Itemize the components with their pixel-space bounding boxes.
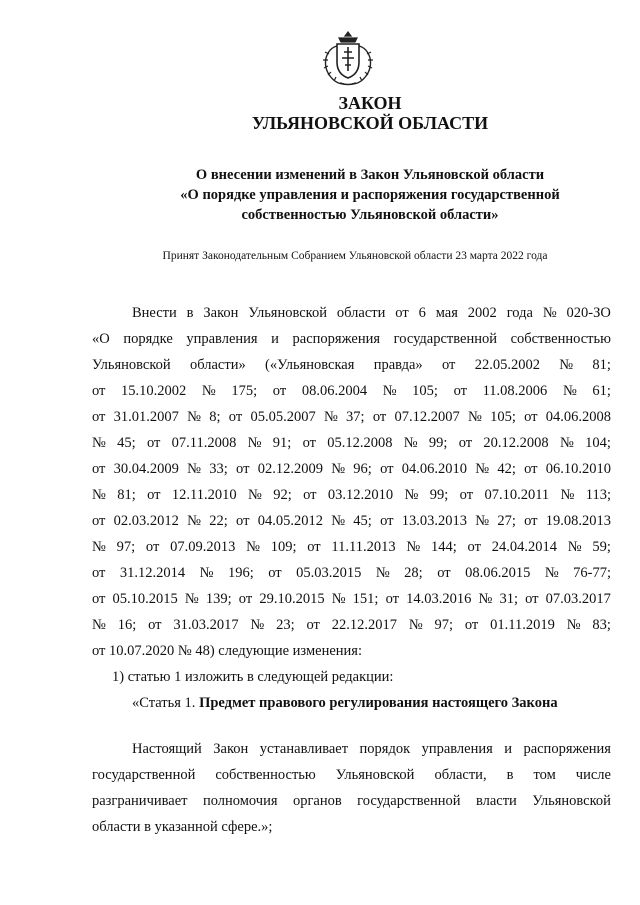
article-paragraph [92,736,611,814]
word: 2002 [467,305,497,321]
word: № [567,539,582,555]
word: 99; [428,435,448,451]
text-line [92,788,611,814]
word: № [406,539,421,555]
word: от [92,383,106,399]
intro-paragraph [92,300,611,638]
word: 07.09.2013 [170,539,236,555]
spacer [92,716,611,736]
word: 99; [429,487,449,503]
word: 6 [418,305,426,321]
word: от [302,435,316,451]
word: № [199,565,214,581]
word: и [271,331,279,347]
article-title: Предмет правового регулирования настоящего Закона [199,695,558,711]
word: от [459,487,474,503]
word: от [236,513,250,529]
word: в [186,305,194,321]
word: 22.05.2002 [474,357,540,373]
word: от [441,357,456,373]
word: 08.06.2015 [465,565,531,581]
word: области [336,305,386,321]
word: от [272,383,287,399]
text-line [92,378,611,404]
word: № [201,383,216,399]
word: № [408,617,423,633]
word: управления [186,331,258,347]
word: 28; [404,565,423,581]
word: 139; [205,591,232,607]
word: 151; [352,591,379,607]
word: Закон [203,305,239,321]
word: 11.08.2006 [482,383,548,399]
word: области, [434,767,487,783]
word: 15.10.2002 [121,383,187,399]
word: порядке [123,331,173,347]
word: 109; [270,539,297,555]
text-line [92,508,611,534]
word: от [92,461,106,477]
word: полномочия [202,793,278,809]
word: № [92,617,106,633]
law-body [92,300,611,840]
word: № [250,617,265,633]
word: № [331,461,346,477]
word: № [475,461,490,477]
article-prefix: «Статья 1. [132,695,200,711]
word: от [92,565,106,581]
word: 31.03.2017 [173,617,239,633]
word: от [92,409,106,425]
word: 20.12.2008 [483,435,549,451]
word: 05.12.2008 [327,435,393,451]
word: 08.06.2004 [301,383,368,399]
word: от [453,383,467,399]
word: 33; [209,461,228,477]
word: 13.03.2013 [401,513,467,529]
word: от [92,591,106,607]
word: в [506,767,514,783]
word: 02.12.2009 [257,461,323,477]
word: 07.12.2007 [394,409,460,425]
word: 81; [592,357,611,373]
word: Внести [132,305,177,321]
word: 31.01.2007 [113,409,179,425]
word: № [559,435,574,451]
word: 07.11.2008 [171,435,237,451]
word: 12.11.2010 [171,487,237,503]
word: 29.10.2015 [259,591,325,607]
word: № [403,435,418,451]
word: от [380,461,394,477]
law-title-line-1: ЗАКОН [338,93,402,113]
word: 81; [117,487,136,503]
word: от [458,435,473,451]
word: 61; [592,383,611,399]
word: от [372,409,387,425]
word: 196; [227,565,254,581]
word: Настоящий [132,741,202,757]
word: 91; [272,435,292,451]
text-line [92,736,611,762]
word: 05.10.2015 [112,591,178,607]
word: правда» [373,357,423,373]
text-line [92,326,611,352]
word: 97; [116,539,136,555]
word: 83; [592,617,611,633]
word: № [248,487,262,503]
law-title-line-2: УЛЬЯНОВСКОЙ ОБЛАСТИ [251,113,489,133]
word: от [236,461,250,477]
word: от [524,513,538,529]
word: 02.03.2012 [113,513,179,529]
word: Ульяновской [92,357,171,373]
word: мая [435,305,458,321]
word: 22.12.2017 [331,617,397,633]
law-title [150,93,590,133]
text-line [92,534,611,560]
word: области» [189,357,246,373]
word: 8; [209,409,221,425]
word: 31; [499,591,518,607]
word: № [247,435,262,451]
word: 19.08.2013 [545,513,611,529]
word: 01.11.2019 [490,617,555,633]
word: от [525,591,539,607]
text-line [92,456,611,482]
word: распоряжения [292,331,381,347]
coat-of-arms-icon [320,28,376,88]
word: № [475,513,490,529]
word: 76-77; [573,565,611,581]
word: 22; [209,513,228,529]
word: 03.12.2010 [327,487,394,503]
text-line [92,560,611,586]
word: № [404,487,419,503]
word: распоряжения [523,741,611,757]
word: 97; [434,617,454,633]
word: порядок [359,741,411,757]
word: 05.05.2007 [250,409,316,425]
word: государственной [357,793,461,809]
word: № [246,539,260,555]
word: № [92,435,106,451]
word: собственностью [215,767,316,783]
text-line [92,404,611,430]
word: № [382,383,397,399]
word: том [533,767,556,783]
word: от [467,539,481,555]
word: 45; [353,513,372,529]
word: от [307,539,321,555]
word: 144; [430,539,457,555]
word: от [385,591,399,607]
word: от [395,305,409,321]
word: устанавливает [259,741,349,757]
word: № [331,513,346,529]
word: от [238,591,253,607]
word: органов [292,793,342,809]
word: 37; [346,409,365,425]
word: № [562,383,577,399]
word: № [187,513,201,529]
word: власти [475,793,517,809]
subject-line-1: О внесении изменений в Закон Ульяновской области [195,167,545,183]
word: № [559,357,574,373]
word: 27; [497,513,516,529]
word: Ульяновской [248,305,328,321]
word: от [380,513,394,529]
word: от [147,487,161,503]
word: 104; [585,435,611,451]
word: от [524,409,538,425]
word: («Ульяновская [265,357,355,373]
word: от [524,461,538,477]
word: 113; [585,487,611,503]
word: № [478,591,493,607]
word: от [92,513,106,529]
word: № [544,565,559,581]
word: разграничивает [92,793,188,809]
word: 59; [592,539,611,555]
text-line [92,482,611,508]
word: государственной [92,767,196,783]
word: № [566,617,581,633]
subject-line-2: «О порядке управления и распоряжения государственной [180,187,560,203]
word: 105; [490,409,516,425]
word: от [145,539,160,555]
word: № [375,565,390,581]
word: от [228,409,243,425]
word: 07.03.2017 [545,591,611,607]
word: 07.10.2011 [484,487,550,503]
word: от [146,435,161,451]
word: собственностью [510,331,611,347]
word: 42; [497,461,516,477]
word: № [92,539,106,555]
word: 96; [353,461,372,477]
word: 06.10.2010 [545,461,611,477]
word: 24.04.2014 [491,539,557,555]
word: и [504,741,512,757]
word: от [268,565,282,581]
text-line [92,586,611,612]
law-subject [120,165,620,225]
word: Закон [213,741,249,757]
word: 105; [412,383,438,399]
word: № [187,461,201,477]
word: от [437,565,451,581]
word: от [306,617,320,633]
word: 16; [117,617,137,633]
word: 30.04.2009 [113,461,179,477]
word: 04.05.2012 [257,513,323,529]
text-line [92,352,611,378]
adoption-note: Принят Законодательным Собранием Ульяновской области 23 марта 2022 года [162,250,548,262]
text-line [92,430,611,456]
word: 23; [276,617,295,633]
word: от [148,617,162,633]
word: 14.03.2016 [406,591,472,607]
item-1: 1) статью 1 изложить в следующей редакции: [112,669,394,685]
word: 31.12.2014 [119,565,186,581]
word: № [542,305,557,321]
word: 04.06.2008 [545,409,611,425]
word: № [467,409,482,425]
word: № [184,591,199,607]
word: № [323,409,338,425]
word: государственной [393,331,497,347]
word: № [187,409,201,425]
text-line [92,762,611,788]
word: № [331,591,346,607]
word: 04.06.2010 [401,461,467,477]
word: управления [421,741,493,757]
article-heading [92,690,611,716]
word: года [506,305,533,321]
word: от [303,487,317,503]
word: числе [575,767,611,783]
word: Ульяновской [335,767,415,783]
article-last-line: области в указанной сфере.»; [92,819,273,835]
subject-line-3: собственностью Ульяновской области» [241,207,499,223]
text-line [92,300,611,326]
word: Ульяновской [532,793,611,809]
word: «О [92,331,110,347]
word: 92; [273,487,292,503]
intro-last-line: от 10.07.2020 № 48) следующие изменения: [92,643,362,659]
word: № [560,487,575,503]
text-line [92,612,611,638]
word: 175; [231,383,258,399]
word: № [92,487,106,503]
word: 05.03.2015 [296,565,362,581]
word: 020-ЗО [566,305,611,321]
word: 45; [117,435,136,451]
word: 11.11.2013 [331,539,396,555]
word: от [464,617,479,633]
